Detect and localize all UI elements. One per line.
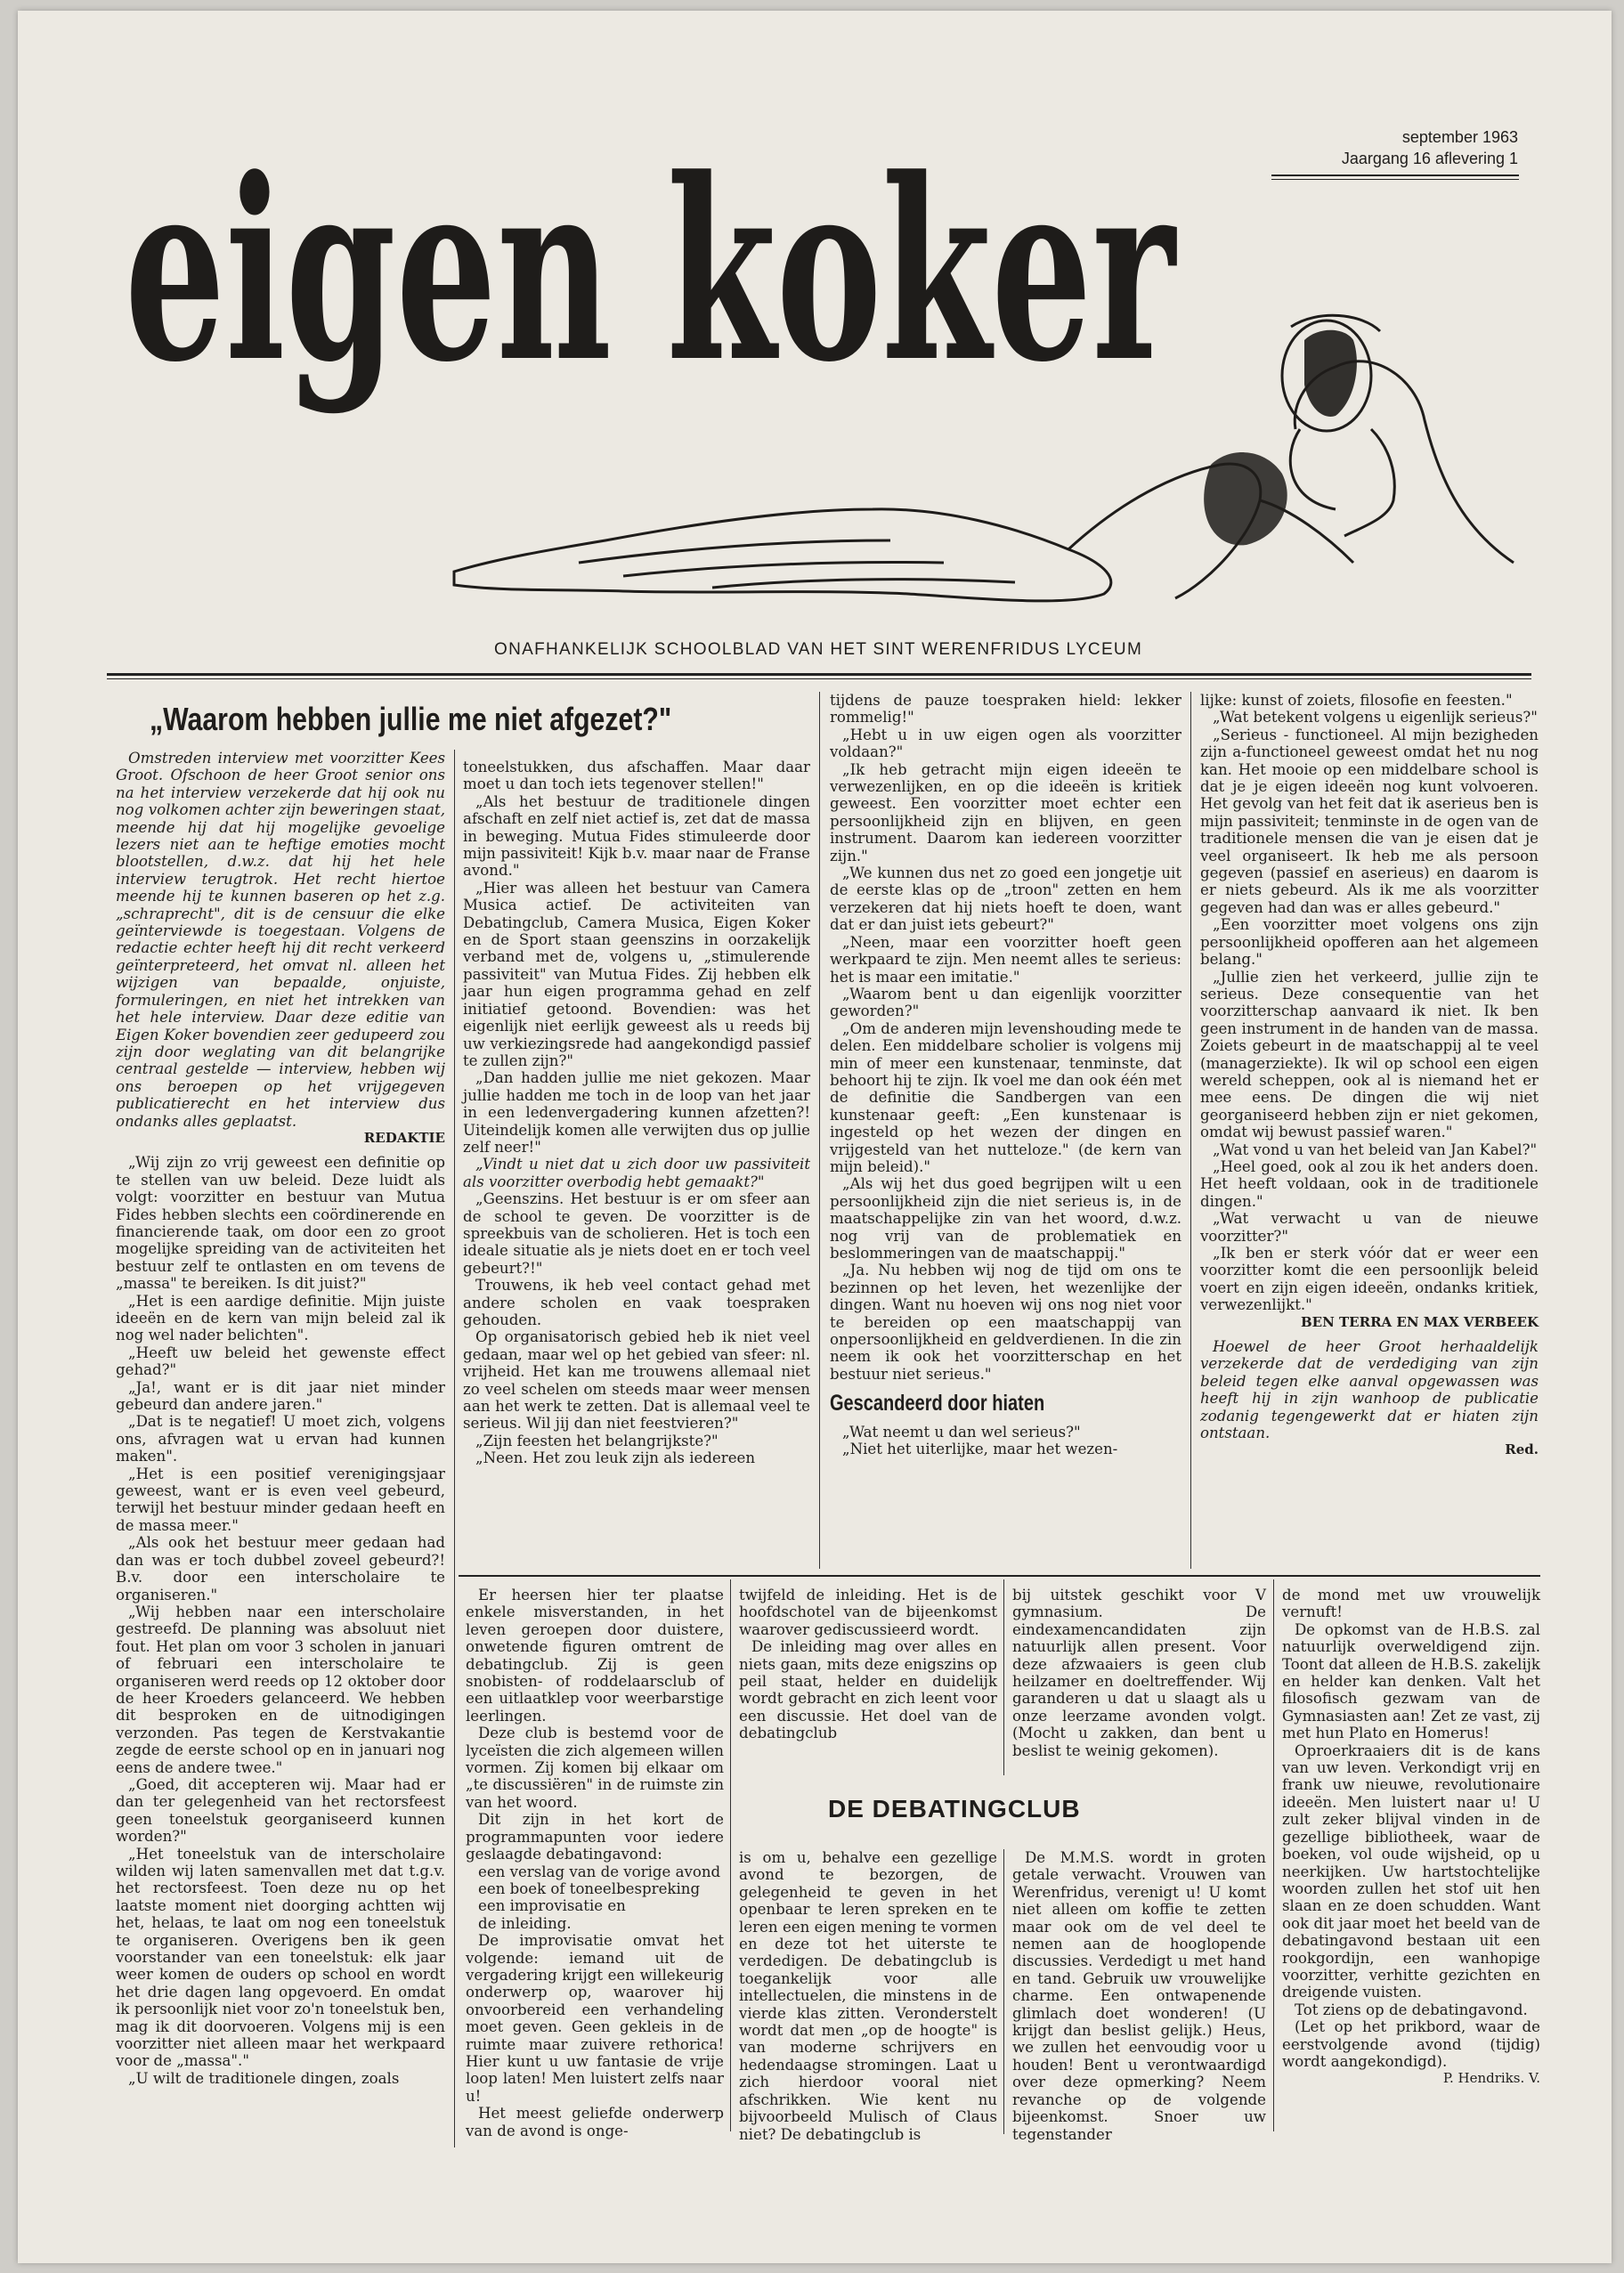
paragraph: „Heel goed, ook al zou ik het anders doen. Het heeft voldaan, ook in de traditionele dingen." <box>1200 1157 1539 1210</box>
subheading: Gescandeerd door hiaten <box>830 1391 1045 1417</box>
paragraph: „We kunnen dus net zo goed een jongetje uit de eerste klas op de „troon" zetten en hem verzekeren dat hij niets hoeft te doen, want dat er dan juist iets gebeurt?" <box>830 865 1181 934</box>
paragraph: Op organisatorisch gebied heb ik niet veel gedaan, maar wel op het gebied van sfeer: nl. vrijheid. Het kan me trouwens allemaal niet zo veel schelen om steeds maar weer mensen aan het werk te zetten. Dat is allemaal veel te serieus. Wil jij dan niet feestvieren?" <box>463 1328 810 1433</box>
paragraph: lijke: kunst of zoiets, filosofie en feesten." <box>1200 692 1513 709</box>
column-divider <box>1190 692 1191 1569</box>
debating-column-3 <box>1012 1587 1266 1759</box>
column-divider <box>730 1579 731 2131</box>
paragraph: „Het toneelstuk van de interscholaire wilden wij laten samenvallen met dat t.g.v. het rectorsfeest. Toen deze nu op het laatste moment niet doorging achtten wij het, helaas, te laat om nog een toneelstuk te organiseren. Overigens ben ik geen voorstander van een toneelstuk: elk jaar weer komen de ouders op school en wordt het drie dagen lang opgevoerd. En omdat ik persoonlijk niet voor zo'n toneelstuk ben, mag ik dit doorvoeren. Volgens mij is een voorzitter niet alleen maar het werkpaard voor de „massa"." <box>116 1845 445 2070</box>
issue-volume: Jaargang 16 aflevering 1 <box>1341 150 1518 167</box>
debating-column-4 <box>1282 1587 1540 2088</box>
list-item: de inleiding. <box>478 1914 572 1932</box>
paragraph: Deze club is bestemd voor de lyceïsten die zich algemeen willen vormen. Zij komen bij elkaar om „te discussiëren" in de ruimste zin van het woord. <box>466 1725 724 1811</box>
column-divider <box>1003 1579 1004 1775</box>
paragraph: bij uitstek geschikt voor V gymnasium. De eindexamencandidaten zijn natuurlijk allen present. Voor deze afzwaaiers is geen club heilzamer en doeltreffender. Wij garanderen u dat u slaagt als u onze leerzame avonden volgt. (Mocht u zakken, dan bent u beslist te weinig gekomen). <box>1012 1587 1266 1759</box>
article-signature: BEN TERRA EN MAX VERBEEK <box>1300 1313 1539 1330</box>
paragraph: „Wat neemt u dan wel serieus?" <box>842 1423 1081 1441</box>
paragraph: (Let op het prikbord, waar de eerstvolgende avond (tijdig) wordt aangekondigd). <box>1282 2018 1540 2070</box>
article-signature: P. Hendriks. V. <box>1442 2070 1540 2087</box>
column-divider <box>454 750 455 2147</box>
paragraph: „Dat is te negatief! U moet zich, volgens ons, afvragen wat u ervan had kunnen maken". <box>116 1413 445 1465</box>
paragraph: „Ik ben er sterk vóór dat er weer een voorzitter komt die een persoonlijk beleid voert en zijn eigen ideeën, ondanks kritiek, verwezenlijkt." <box>1200 1245 1539 1314</box>
debatingclub-headline: DE DEBATINGCLUB <box>828 1795 1081 1822</box>
paragraph: „Dan hadden jullie me niet gekozen. Maar jullie hadden me toch in de loop van het jaar in een ledenvergadering kunnen afzetten?! Uiteindelijk komen alle verwijten dus op jullie zelf neer!" <box>463 1069 810 1156</box>
paragraph: De improvisatie omvat het volgende: iemand uit de vergadering krijgt een willekeurig onderwerp op, waarover hij onvoorbereid een verhandeling moet geven. Geen gekleis in de ruimte maar zuivere rethorica! Hier kunt u uw fantasie de vrije loop laten! Men luistert zelfs naar u! <box>466 1932 724 2105</box>
paragraph: de mond met uw vrouwelijk vernuft! <box>1282 1587 1540 1621</box>
editorial-note: Hoewel de heer Groot herhaaldelijk verzekerde dat de verdediging van zijn beleid tegen elke aanval opgewassen was heeft hij in zijn wanhoop de publicatie zodanig tegengewerkt dat er hiaten zijn ontstaan. <box>1200 1338 1539 1442</box>
paragraph: „Waarom bent u dan eigenlijk voorzitter geworden?" <box>830 985 1181 1020</box>
paragraph: De opkomst van de H.B.S. zal natuurlijk overweldigend zijn. Toont dat alleen de H.B.S. zakelijk en helder kan denken. Valt het filosofisch gezwam van de Gymnasiasten aan! Zet ze vast, zij met hun Plato en Homerus! <box>1282 1620 1540 1742</box>
paragraph: „Als het bestuur de traditionele dingen afschaft en zelf niet actief is, zet dat de massa in beweging. Mutua Fides stimuleerde door mijn passiviteit! Kijk b.v. maar naar de Franse avond." <box>463 792 810 880</box>
header-rule <box>107 673 1531 679</box>
paragraph: „Hebt u in uw eigen ogen als voorzitter voldaan?" <box>830 726 1181 761</box>
article-column-1 <box>116 750 445 2087</box>
paragraph: „Jullie zien het verkeerd, jullie zijn te serieus. Deze consequentie van het voorzitterschap aanvaard ik niet. Ik ben geen instrument in de handen van de massa. Zoiets gebeurt in de maatschappij al te veel (managerziekte). Ik wil op school een eigen wereld scheppen, ook al is niemand het er mee eens. De dingen die wij niet georganiseerd hebben zijn er niet gekomen, omdat wij bewust passief waren." <box>1200 968 1539 1141</box>
paragraph: „Heeft uw beleid het gewenste effect gehad?" <box>116 1344 445 1379</box>
paragraph: toneelstukken, dus afschaffen. Maar daar moet u dan toch iets tegenover stellen!" <box>463 759 810 793</box>
debating-column-3b <box>1012 1849 1266 2143</box>
intro-signature: REDAKTIE <box>363 1129 445 1146</box>
column-divider <box>1273 1579 1274 2131</box>
paragraph: „Ja. Nu hebben wij nog de tijd om ons te bezinnen op het leven, het wezenlijke der dingen. Want nu hoeven wij ons nog niet voor te bereiden op een maatschappij van onpersoonlijkheid en geldverdienen. In die zin neem ik ook het voorzitterschap en het bestuur niet serieus." <box>830 1262 1181 1383</box>
paragraph: „Geenszins. Het bestuur is er om sfeer aan de school te geven. De voorzitter is de spreekbuis van de scholieren. Het is toch een ideale situatie als je niets doet en er toch veel gebeurt?!" <box>463 1190 810 1277</box>
paragraph: „Als wij het dus goed begrijpen wilt u een persoonlijkheid zijn die niet serieus is, in de maatschappelijke zin van het woord, d.w.z. nog vrij van de problematiek en beslommeringen van de maatschappij." <box>830 1175 1181 1262</box>
paragraph: Dit zijn in het kort de programmapunten voor iedere geslaagde debatingavond: <box>466 1811 724 1863</box>
paragraph: „Een voorzitter moet volgens ons zijn persoonlijkheid opofferen aan het algemeen belang." <box>1200 916 1539 969</box>
paragraph: „Hier was alleen het bestuur van Camera Musica actief. De activiteiten van Debatingclub, Camera Musica, Eigen Koker en de Sport staan geenszins in oorzakelijk verband met de, volgens u, „stimulerende passiviteit" van Mutua Fides. Zij hebben elk jaar hun eigen programma gehad en zelf initiatief getoond. Bovendien: was het eigenlijk niet eerlijk geweest als u reeds bij uw verkiezingsrede had aangekondigd passief te zullen zijn?" <box>463 879 810 1069</box>
paragraph: Er heersen hier ter plaatse enkele misverstanden, in het leven geroepen door duistere, onwetende figuren omtrent de debatingclub. Zij is geen snobisten- of roddelaarsclub of een uitlaatklep voor weerbarstige leerlingen. <box>466 1587 724 1725</box>
paragraph: „Goed, dit accepteren wij. Maar had er dan ter gelegenheid van het rectorsfeest geen toneelstuk georganiseerd kunnen worden?" <box>116 1775 445 1846</box>
paragraph: „Ja!, want er is dit jaar niet minder gebeurd dan andere jaren." <box>116 1378 445 1414</box>
paragraph: De M.M.S. wordt in groten getale verwacht. Vrouwen van Werenfridus, verenigt u! U komt niet alleen om koffie te zetten maar ook om de vel deel te nemen aan de hooglopende discussies. Verdedigt u met hand en tand. Gebruik uw vrouwelijke charme. Een ontwapenende glimlach doet wonderen! (U krijgt dan beslist gelijk.) Heus, we zullen het eenvoudig voor u houden! Bent u verontwaardigd over deze opmerking? Neem revanche op de volgende bijeenkomst. Snoer uw tegenstander <box>1012 1849 1266 2143</box>
paragraph: „Het is een positief verenigingsjaar geweest, want er is even veel gebeurd, terwijl het bestuur minder gedaan heeft en de massa meer." <box>116 1465 445 1534</box>
paragraph: „Wij zijn zo vrij geweest een definitie op te stellen van uw beleid. Deze luidt als volgt: voorzitter en bestuur van Mutua Fides hebben slechts een coördinerende en financierende taak, om door een zo groot mogelijke spreiding van de activiteiten het bestuur zelf te ontlasten en om tevens de „massa" te bereiken. Is dit juist?" <box>116 1154 445 1293</box>
paragraph: Oproerkraaiers dit is de kans van uw leven. Verkondigt vrij en frank uw nieuwe, revolutionaire ideeën. Men luistert naar u! U zult zeker blijval vinden in de gezellige bibliotheek, waar de boeken, vol oude wijsheid, op u neerkijken. Uw hartstochtelijke woorden zullen het stof uit hen slaan en ze doen schudden. Want ook dit jaar moet het beeld van de debatingavond bestaan uit een rookgordijn, een wanhopige voorzitter, verhitte gezichten en dreigende vuisten. <box>1282 1741 1540 2001</box>
article-column-4 <box>1200 692 1539 1459</box>
section-rule <box>459 1575 1540 1577</box>
paragraph: „Wat betekent volgens u eigenlijk serieus?" <box>1213 709 1538 727</box>
paragraph: „Ik heb getracht mijn eigen ideeën te verwezenlijken, en op die ideeën is kritiek geweest. Een voorzitter moet echter een persoonlijkheid zijn en blijven, en geen instrument. Daarom kan iedereen voorzitter zijn." <box>830 760 1181 865</box>
issue-date-block <box>1318 126 1518 169</box>
question-paragraph: „Vindt u niet dat u zich door uw passiviteit als voorzitter overbodig hebt gemaakt?" <box>463 1156 810 1190</box>
paragraph: „Als ook het bestuur meer gedaan had dan was er toch dubbel zoveel gebeurd?! B.v. door een interscholaire te organiseren." <box>116 1534 445 1603</box>
debating-column-1 <box>466 1587 724 2139</box>
list-item: een improvisatie en <box>478 1897 626 1915</box>
paragraph: „Neen. Het zou leuk zijn als iedereen <box>475 1449 756 1467</box>
paragraph: „Wat vond u van het beleid van Jan Kabel?" <box>1213 1141 1538 1158</box>
issue-month: september 1963 <box>1401 128 1518 146</box>
debating-column-2 <box>739 1587 997 1742</box>
reclining-woman-illustration <box>445 242 1540 625</box>
column-divider <box>1003 1849 1004 2134</box>
paragraph: De inleiding mag over alles en niets gaan, mits deze enigszins op peil staat, helder en duidelijk wordt gebracht en zich leent voor een discussie. Het doel van de debatingclub <box>739 1638 997 1742</box>
article-column-3 <box>830 692 1181 1457</box>
paragraph: „Serieus - functioneel. Al mijn bezigheden zijn a-functioneel geweest omdat het nu nog kan. Het mooie op een middelbare school is dat je je eigen ideeën nog kunt volvoeren. Het gevolg van het feit dat ik aserieus ben is mijn passiviteit; tenminste in de ogen van de traditionele mensen die van je eisen dat je veel organiseert. Ik heb me als persoon gegeven (passief en aserieus) en daarom is er niets gebeurd. Als ik me als voorzitter gegeven had dan was er alles gebeurd." <box>1200 726 1539 916</box>
paragraph: „Wat verwacht u van de nieuwe voorzitter?" <box>1200 1210 1539 1245</box>
paragraph: „Zijn feesten het belangrijkste?" <box>475 1432 719 1449</box>
list-item: een verslag van de vorige avond <box>478 1863 721 1880</box>
column-divider <box>819 692 820 1569</box>
list-item: een boek of toneelbespreking <box>478 1879 701 1897</box>
debating-column-2b <box>739 1849 997 2143</box>
tagline: ONAFHANKELIJK SCHOOLBLAD VAN HET SINT WERENFRIDUS LYCEUM <box>494 640 1143 659</box>
paragraph: tijdens de pauze toespraken hield: lekker rommelig!" <box>830 692 1181 727</box>
newspaper-page <box>18 11 1612 2263</box>
editorial-signature: Red. <box>1505 1441 1539 1458</box>
paragraph: „Niet het uiterlijke, maar het wezen- <box>842 1441 1118 1458</box>
article-column-2 <box>463 759 810 1467</box>
paragraph: „Wij hebben naar een interscholaire gestreefd. De planning was absoluut niet fout. Het plan om voor 3 scholen in januari of februari een interscholaire te organiseren werd reeds op 12 oktober door de heer Kroeders gelanceerd. We hebben dit besproken en de uitnodigingen verzonden. Pas tegen de Kerstvakantie zegde de eerste school op en in januari nog eens de andere twee." <box>116 1603 445 1776</box>
article-headline: „Waarom hebben jullie me niet afgezet?" <box>150 701 672 737</box>
paragraph: „Het is een aardige definitie. Mijn juiste ideeën en de kern van mijn beleid zal ik nog wel nader belichten". <box>116 1292 445 1344</box>
paragraph: Tot ziens op de debatingavond. <box>1295 2001 1528 2018</box>
paragraph: Trouwens, ik heb veel contact gehad met andere scholen en vaak toespraken gehouden. <box>463 1277 810 1328</box>
paragraph: twijfeld de inleiding. Het is de hoofdschotel van de bijeenkomst waarover gediscussieerd wordt. <box>739 1587 997 1638</box>
paragraph: „U wilt de traditionele dingen, zoals <box>128 2069 400 2087</box>
paragraph: „Om de anderen mijn levenshouding mede te delen. Een middelbare scholier is volgens mij min of meer een kunstenaar, tenminste, dat behoort hij te zijn. Ik voel me dan ook één met de definitie die Sandbergen van een kunstenaar geeft: „Een kunstenaar is ingesteld op het wezen der dingen en vrijgesteld van het nutteloze." (de kern van mijn beleid)." <box>830 1019 1181 1175</box>
paragraph: „Neen, maar een voorzitter hoeft geen werkpaard te zijn. Men neemt alles te serieus: het is maar een imitatie." <box>830 933 1181 986</box>
intro-paragraph: Omstreden interview met voorzitter Kees Groot. Ofschoon de heer Groot senior ons na het interview verzekerde dat hij ook nu nog volkomen achter zijn beweringen staat, meende hij dat hij mogelijke gevoelige lezers niet aan te heftige emoties mocht blootstellen, d.w.z. dat hij het hele interview terugtrok. Het recht hiertoe meende hij te kunnen baseren op het z.g. „schraprecht", dit is de censuur die elke geïnterviewde is toegestaan. Volgens de redactie echter heeft hij dit recht verkeerd geïnterpreteerd, het omvat nl. alleen het wijzigen van bepaalde, onjuiste, formuleringen, en niet het intrekken van het hele interview. Daar deze editie van Eigen Koker bovendien zeer gedupeerd zou zijn door weglating van dit belangrijke centraal gestelde — interview, hebben wij ons beroepen op het vrijgegeven publicatierecht en het interview dus ondanks alles geplaatst. <box>116 750 445 1130</box>
masthead-title: eigen koker <box>125 125 1179 418</box>
paragraph: Het meest geliefde onderwerp van de avond is onge- <box>466 2105 724 2139</box>
paragraph: is om u, behalve een gezellige avond te bezorgen, de gelegenheid te geven in het openbaar te leren spreken en te leren een eigen mening te vormen en deze tot het uiterste te verdedigen. De debatingclub is toegankelijk voor alle intellectuelen, die minstens in de vierde klas zitten. Veronderstelt wordt dat men „op de hoogte" is van moderne schrijvers en hedendaagse stromingen. Laat u zich hierdoor vooral niet afschrikken. Wie kent nu bijvoorbeeld Mulisch of Claus niet? De debatingclub is <box>739 1849 997 2143</box>
